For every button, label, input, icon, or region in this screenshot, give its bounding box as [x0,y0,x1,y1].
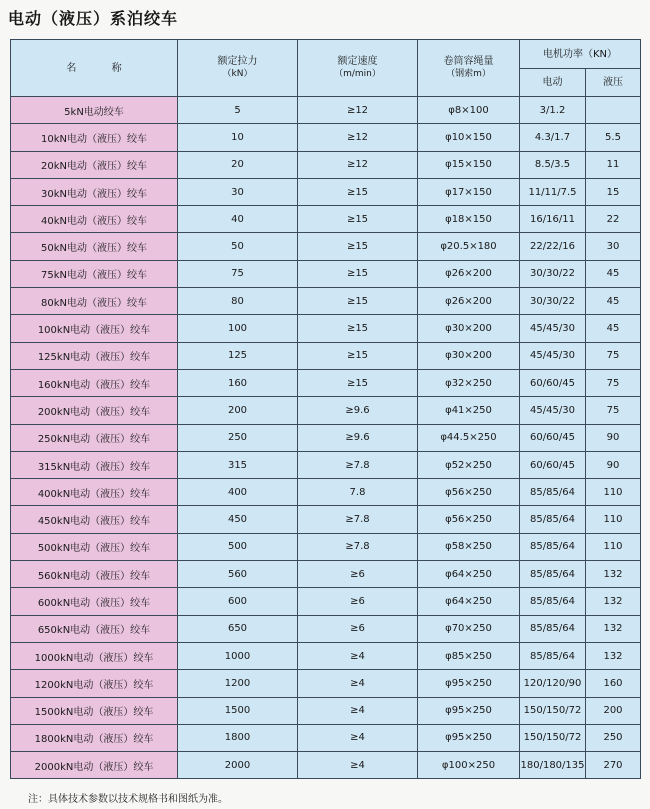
table-row [11,124,641,151]
cell-electric-power: 45/45/30 [520,342,586,369]
cell-drum-capacity: φ52×250 [418,451,520,478]
table-row [11,615,641,642]
cell-hydraulic-power: 30 [586,233,641,260]
cell-drum-capacity: φ30×200 [418,342,520,369]
table-row [11,206,641,233]
cell-name: 40kN电动（液压）绞车 [11,206,178,233]
cell-name: 650kN电动（液压）绞车 [11,615,178,642]
cell-electric-power: 150/150/72 [520,724,586,751]
cell-name: 315kN电动（液压）绞车 [11,451,178,478]
cell-drum-capacity: φ44.5×250 [418,424,520,451]
cell-name: 125kN电动（液压）绞车 [11,342,178,369]
cell-name: 100kN电动（液压）绞车 [11,315,178,342]
header-hydraulic: 液压 [586,69,641,97]
cell-name: 250kN电动（液压）绞车 [11,424,178,451]
cell-name: 80kN电动（液压）绞车 [11,288,178,315]
header-drum-capacity-label: 卷筒容绳量 [443,56,494,67]
table-row [11,342,641,369]
cell-rated-pull: 2000 [178,752,298,779]
table-row [11,479,641,506]
table-row [11,178,641,205]
table-row [11,369,641,396]
cell-name: 450kN电动（液压）绞车 [11,506,178,533]
cell-drum-capacity: φ100×250 [418,752,520,779]
cell-hydraulic-power: 75 [586,397,641,424]
cell-name: 75kN电动（液压）绞车 [11,260,178,287]
cell-rated-pull: 40 [178,206,298,233]
cell-hydraulic-power: 270 [586,752,641,779]
table-row [11,260,641,287]
cell-rated-pull: 125 [178,342,298,369]
cell-rated-speed: ≥15 [298,342,418,369]
cell-drum-capacity: φ18×150 [418,206,520,233]
header-rated-pull [178,40,298,97]
cell-electric-power: 4.3/1.7 [520,124,586,151]
cell-rated-pull: 600 [178,588,298,615]
header-drum-capacity [418,40,520,97]
cell-rated-pull: 75 [178,260,298,287]
table-row [11,588,641,615]
cell-drum-capacity: φ26×200 [418,288,520,315]
cell-rated-speed: ≥12 [298,151,418,178]
table-row [11,533,641,560]
header-rated-speed [298,40,418,97]
header-motor-power: 电机功率（KN） [520,40,641,69]
cell-electric-power: 85/85/64 [520,642,586,669]
cell-hydraulic-power: 132 [586,642,641,669]
cell-rated-pull: 650 [178,615,298,642]
table-row [11,506,641,533]
cell-rated-speed: ≥12 [298,97,418,124]
cell-name: 2000kN电动（液压）绞车 [11,752,178,779]
cell-drum-capacity: φ95×250 [418,697,520,724]
header-drum-capacity-unit: （钢索m） [446,69,491,79]
table-row [11,424,641,451]
cell-drum-capacity: φ95×250 [418,670,520,697]
cell-drum-capacity: φ20.5×180 [418,233,520,260]
table-row [11,315,641,342]
cell-name: 1500kN电动（液压）绞车 [11,697,178,724]
cell-rated-pull: 315 [178,451,298,478]
cell-rated-speed: ≥4 [298,642,418,669]
cell-rated-pull: 560 [178,561,298,588]
cell-name: 600kN电动（液压）绞车 [11,588,178,615]
cell-name: 50kN电动（液压）绞车 [11,233,178,260]
cell-hydraulic-power: 11 [586,151,641,178]
cell-rated-pull: 400 [178,479,298,506]
cell-drum-capacity: φ10×150 [418,124,520,151]
cell-name: 30kN电动（液压）绞车 [11,178,178,205]
cell-rated-speed: ≥6 [298,561,418,588]
cell-rated-pull: 20 [178,151,298,178]
cell-drum-capacity: φ32×250 [418,369,520,396]
table-row [11,233,641,260]
cell-name: 560kN电动（液压）绞车 [11,561,178,588]
cell-electric-power: 16/16/11 [520,206,586,233]
cell-electric-power: 30/30/22 [520,288,586,315]
cell-rated-pull: 1200 [178,670,298,697]
footnote: 注：具体技术参数以技术规格书和图纸为准。 [28,794,228,805]
header-rated-pull-unit: （kN） [222,69,253,79]
cell-rated-speed: ≥15 [298,260,418,287]
cell-rated-pull: 80 [178,288,298,315]
cell-hydraulic-power: 22 [586,206,641,233]
cell-hydraulic-power: 132 [586,588,641,615]
cell-rated-speed: ≥15 [298,315,418,342]
table-row [11,151,641,178]
cell-hydraulic-power: 45 [586,315,641,342]
cell-rated-speed: ≥15 [298,288,418,315]
cell-rated-pull: 50 [178,233,298,260]
cell-rated-pull: 1500 [178,697,298,724]
cell-electric-power: 60/60/45 [520,451,586,478]
header-rated-speed-label: 额定速度 [337,56,378,67]
cell-hydraulic-power: 90 [586,451,641,478]
cell-hydraulic-power: 75 [586,369,641,396]
cell-hydraulic-power: 5.5 [586,124,641,151]
cell-hydraulic-power: 90 [586,424,641,451]
cell-electric-power: 3/1.2 [520,97,586,124]
cell-electric-power: 60/60/45 [520,424,586,451]
cell-electric-power: 45/45/30 [520,315,586,342]
cell-hydraulic-power [586,97,641,124]
cell-rated-pull: 200 [178,397,298,424]
cell-drum-capacity: φ30×200 [418,315,520,342]
header-name: 名 称 [11,40,178,97]
cell-drum-capacity: φ26×200 [418,260,520,287]
cell-name: 200kN电动（液压）绞车 [11,397,178,424]
cell-hydraulic-power: 132 [586,615,641,642]
cell-electric-power: 8.5/3.5 [520,151,586,178]
table-row [11,397,641,424]
cell-electric-power: 22/22/16 [520,233,586,260]
cell-electric-power: 85/85/64 [520,479,586,506]
cell-rated-speed: ≥15 [298,178,418,205]
cell-name: 160kN电动（液压）绞车 [11,369,178,396]
cell-rated-speed: ≥6 [298,615,418,642]
cell-drum-capacity: φ64×250 [418,588,520,615]
cell-rated-speed: ≥4 [298,752,418,779]
cell-hydraulic-power: 45 [586,260,641,287]
cell-electric-power: 30/30/22 [520,260,586,287]
cell-electric-power: 85/85/64 [520,615,586,642]
cell-drum-capacity: φ41×250 [418,397,520,424]
cell-rated-speed: ≥7.8 [298,506,418,533]
cell-hydraulic-power: 15 [586,178,641,205]
cell-electric-power: 180/180/135 [520,752,586,779]
table-row [11,642,641,669]
cell-drum-capacity: φ56×250 [418,479,520,506]
header-electric: 电动 [520,69,586,97]
cell-rated-speed: ≥4 [298,697,418,724]
cell-rated-pull: 5 [178,97,298,124]
cell-rated-pull: 1800 [178,724,298,751]
cell-hydraulic-power: 75 [586,342,641,369]
cell-electric-power: 45/45/30 [520,397,586,424]
winch-spec-table [10,39,641,779]
table-row [11,288,641,315]
cell-electric-power: 85/85/64 [520,561,586,588]
cell-name: 10kN电动（液压）绞车 [11,124,178,151]
cell-rated-pull: 1000 [178,642,298,669]
cell-rated-speed: ≥4 [298,724,418,751]
cell-drum-capacity: φ15×150 [418,151,520,178]
cell-drum-capacity: φ58×250 [418,533,520,560]
cell-drum-capacity: φ56×250 [418,506,520,533]
cell-rated-speed: ≥7.8 [298,533,418,560]
table-row [11,561,641,588]
cell-hydraulic-power: 110 [586,533,641,560]
table-row [11,724,641,751]
cell-rated-speed: ≥15 [298,206,418,233]
cell-hydraulic-power: 200 [586,697,641,724]
cell-hydraulic-power: 250 [586,724,641,751]
cell-drum-capacity: φ17×150 [418,178,520,205]
cell-hydraulic-power: 45 [586,288,641,315]
cell-electric-power: 150/150/72 [520,697,586,724]
table-row [11,97,641,124]
cell-name: 400kN电动（液压）绞车 [11,479,178,506]
cell-rated-speed: ≥12 [298,124,418,151]
cell-hydraulic-power: 110 [586,506,641,533]
cell-drum-capacity: φ95×250 [418,724,520,751]
cell-rated-pull: 250 [178,424,298,451]
cell-electric-power: 120/120/90 [520,670,586,697]
cell-rated-speed: ≥6 [298,588,418,615]
cell-rated-speed: ≥9.6 [298,397,418,424]
cell-rated-pull: 100 [178,315,298,342]
cell-drum-capacity: φ70×250 [418,615,520,642]
cell-electric-power: 11/11/7.5 [520,178,586,205]
cell-drum-capacity: φ8×100 [418,97,520,124]
cell-rated-speed: ≥4 [298,670,418,697]
cell-hydraulic-power: 132 [586,561,641,588]
cell-name: 1800kN电动（液压）绞车 [11,724,178,751]
table-row [11,670,641,697]
header-rated-speed-unit: （m/min） [334,69,381,79]
cell-rated-pull: 10 [178,124,298,151]
cell-rated-pull: 30 [178,178,298,205]
cell-rated-speed: ≥15 [298,233,418,260]
cell-name: 20kN电动（液压）绞车 [11,151,178,178]
cell-hydraulic-power: 160 [586,670,641,697]
header-rated-pull-label: 额定拉力 [217,56,258,67]
cell-name: 1200kN电动（液压）绞车 [11,670,178,697]
cell-drum-capacity: φ64×250 [418,561,520,588]
cell-rated-speed: 7.8 [298,479,418,506]
table-row [11,697,641,724]
table-row [11,752,641,779]
cell-rated-pull: 500 [178,533,298,560]
cell-electric-power: 60/60/45 [520,369,586,396]
cell-electric-power: 85/85/64 [520,506,586,533]
cell-name: 500kN电动（液压）绞车 [11,533,178,560]
table-row [11,451,641,478]
cell-rated-speed: ≥15 [298,369,418,396]
cell-rated-pull: 160 [178,369,298,396]
cell-rated-speed: ≥7.8 [298,451,418,478]
cell-hydraulic-power: 110 [586,479,641,506]
page-title: 电动（液压）系泊绞车 [8,9,179,28]
cell-electric-power: 85/85/64 [520,588,586,615]
cell-rated-speed: ≥9.6 [298,424,418,451]
cell-rated-pull: 450 [178,506,298,533]
cell-name: 5kN电动绞车 [11,97,178,124]
cell-electric-power: 85/85/64 [520,533,586,560]
cell-name: 1000kN电动（液压）绞车 [11,642,178,669]
cell-drum-capacity: φ85×250 [418,642,520,669]
